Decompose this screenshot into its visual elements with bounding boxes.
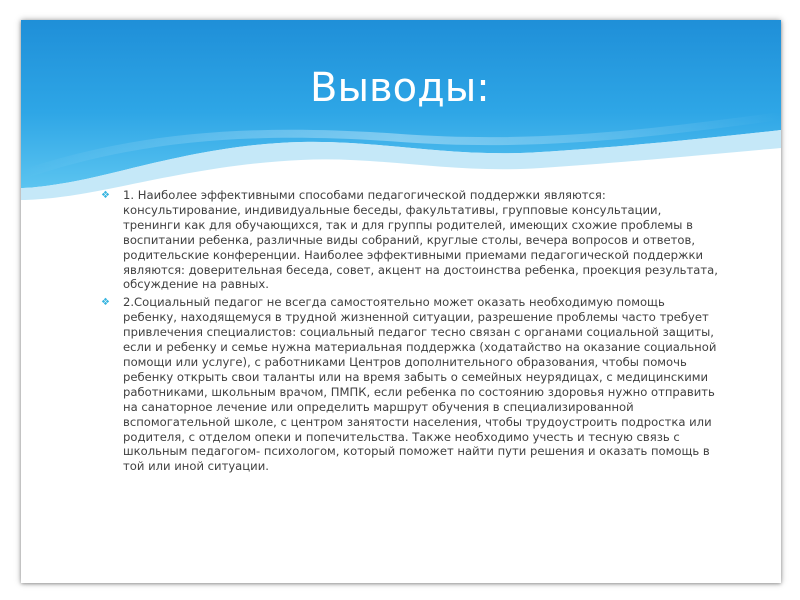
diamond-bullet-icon: ❖ (101, 297, 110, 309)
bullet-text: 2.Социальный педагог не всегда самостоятельно может оказать необходимую помощь ребенку, находящемуся в трудной жизненной ситуации, разрешение проблемы часто требует привлечения специалистов: социальный педагог тесно связан с органами социальной защиты, если и ребенку и семье нужна материальная поддержка (ходатайство на оказание социальной помощи или услуге), с работниками Центров дополнительного образования, чтобы помочь ребенку открыть свои таланты или на время забыть о семейных неурядицах, с медицинскими работниками, школьным врачом, ПМПК, если ребенка по состоянию здоровья нужно отправить на санаторное лечение или определить маршрут обучения в специализированной вспомогательной школе, с центром занятости населения, чтобы трудоустроить подростка или родителя, с отделом опеки и попечительства. Также необходимо учесть и тесную связь с школьным педагогом- психологом, который поможет найти пути решения и оказать помощь в той или иной ситуации. (123, 295, 717, 474)
bullet-list (101, 188, 721, 477)
diamond-bullet-icon: ❖ (101, 190, 110, 201)
list-item (101, 188, 721, 292)
slide (21, 20, 781, 583)
slide-title: Выводы: (310, 65, 490, 111)
bullet-text: 1. Наиболее эффективными способами педагогической поддержки являются: консультирование, индивидуальные беседы, факультативы, групповые консультации, тренинги как для обучающихся, так и для группы родителей, имеющих схожие проблемы в воспитании ребенка, различные виды собраний, круглые столы, вечера вопросов и ответов, родительские конференции. Наиболее эффективными приемами педагогической поддержки являются: доверительная беседа, совет, акцент на достоинства ребенка, проекция результата, обсуждение на равных. (123, 188, 718, 292)
list-item (101, 295, 721, 474)
